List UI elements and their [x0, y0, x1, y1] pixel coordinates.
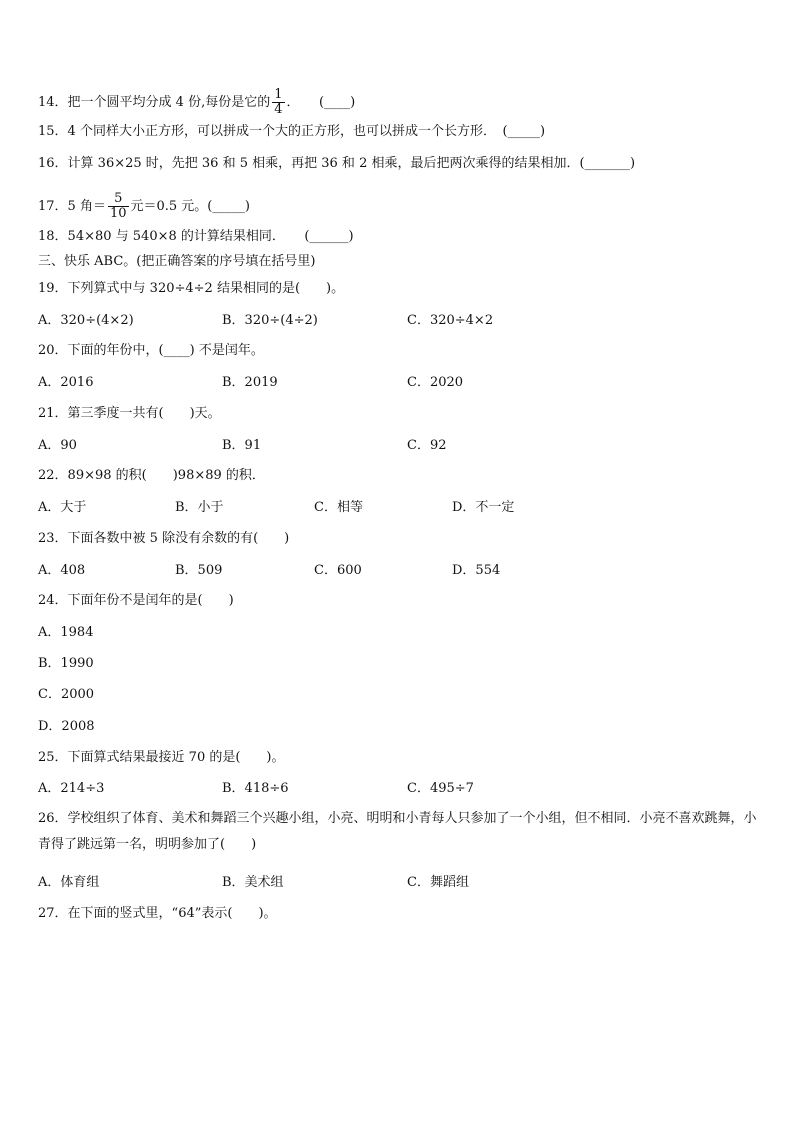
option-b: B．1990 [38, 656, 94, 671]
question-15: 15．4 个同样大小正方形，可以拼成一个大的正方形，也可以拼成一个长方形． (_____) [38, 124, 546, 139]
option-c: C．2000 [38, 687, 95, 702]
option-c: C．舞蹈组 [407, 875, 469, 890]
question-27: 27．在下面的竖式里，“64”表示( )。 [38, 906, 277, 921]
option-d: D．2008 [38, 719, 95, 734]
option-a: A．320÷(4×2) [38, 313, 134, 328]
option-c: C．495÷7 [407, 781, 474, 796]
option-b: B．509 [175, 563, 223, 578]
option-a: A．大于 [38, 500, 87, 515]
fraction: $\frac{5}{10}$ [109, 191, 127, 221]
option-b: B．小于 [175, 500, 224, 515]
section-heading: 三、快乐 ABC。(把正确答案的序号填在括号里) [38, 254, 316, 269]
option-a: A．408 [38, 563, 86, 578]
question-25: 25．下面算式结果最接近 70 的是( )。 [38, 750, 285, 765]
option-a: A．214÷3 [38, 781, 105, 796]
question-17: 17．5 角＝ $\frac{5}{10}$ 元＝0.5 元。(_____) [38, 191, 250, 221]
option-b: B．320÷(4÷2) [222, 313, 318, 328]
option-b: B．2019 [222, 375, 278, 390]
option-a: A．2016 [38, 375, 94, 390]
option-d: D．554 [452, 563, 501, 578]
question-22: 22．89×98 的积( )98×89 的积． [38, 468, 265, 483]
option-b: B．418÷6 [222, 781, 289, 796]
fraction: $\frac{1}{4}$ [274, 87, 283, 117]
question-19: 19．下列算式中与 320÷4÷2 结果相同的是( )。 [38, 281, 345, 296]
option-c: C．2020 [407, 375, 464, 390]
option-b: B．美术组 [222, 875, 284, 890]
option-c: C．600 [314, 563, 362, 578]
option-a: A．90 [38, 438, 77, 453]
option-c: C．320÷4×2 [407, 313, 494, 328]
question-14: 14．把一个圆平均分成 4 份,每份是它的 $\frac{1}{4}$ ． (____) [38, 87, 356, 117]
question-26: 26．学校组织了体育、美术和舞蹈三个兴趣小组，小亮、明明和小青每人只参加了一个小组，但不相同．小亮不喜欢跳舞，小青得了跳远第一名，明明参加了( ) [38, 811, 757, 852]
question-18: 18．54×80 与 540×8 的计算结果相同． (______) [38, 229, 354, 244]
option-b: B．91 [222, 438, 262, 453]
option-c: C．相等 [314, 500, 363, 515]
option-a: A．1984 [38, 625, 94, 640]
question-16: 16．计算 36×25 时，先把 36 和 5 相乘，再把 36 和 2 相乘，最后把两次乘得的结果相加．(_______) [38, 156, 636, 171]
question-23: 23．下面各数中被 5 除没有余数的有( ) [38, 531, 290, 546]
option-a: A．体育组 [38, 875, 100, 890]
option-d: D．不一定 [452, 500, 515, 515]
question-20: 20．下面的年份中，(____) 不是闰年。 [38, 343, 264, 358]
option-c: C．92 [407, 438, 447, 453]
question-21: 21．第三季度一共有( )天。 [38, 406, 221, 421]
question-24: 24．下面年份不是闰年的是( ) [38, 593, 234, 608]
